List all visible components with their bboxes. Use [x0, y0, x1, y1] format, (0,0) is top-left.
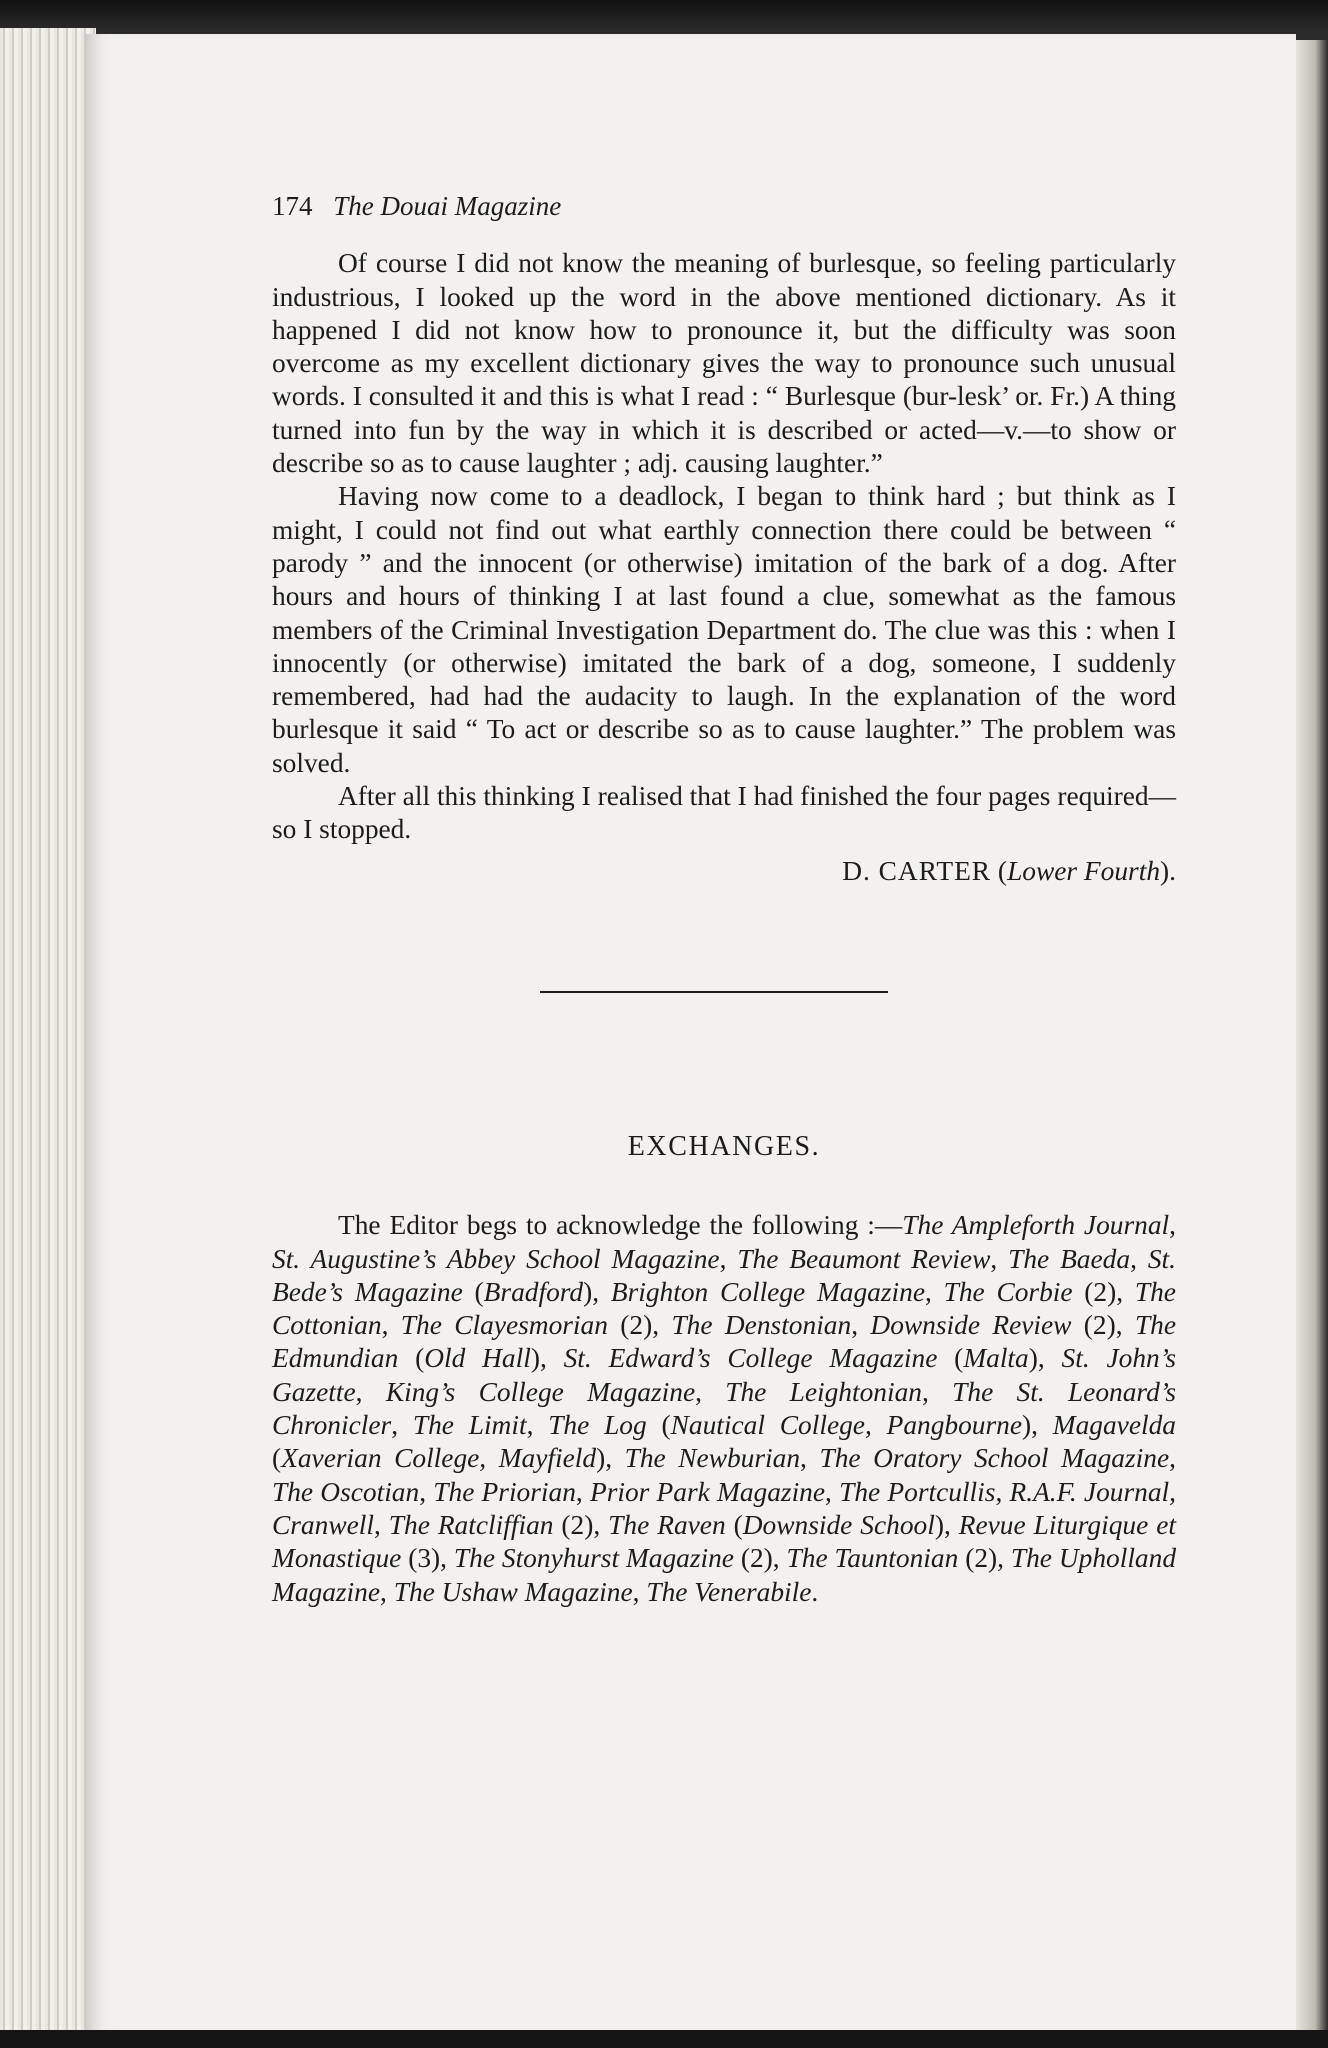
- exchanges-list: [272, 1209, 1176, 1609]
- publication-title: Old Hall: [424, 1343, 531, 1374]
- publication-title: St. Edward’s College Magazine: [563, 1343, 938, 1374]
- list-separator: (: [646, 1410, 671, 1441]
- list-separator: (2),: [733, 1543, 787, 1574]
- publication-title: The Oscotian: [272, 1476, 420, 1507]
- publication-title: The Leightonian: [725, 1376, 923, 1407]
- publication-title: Revue Liturgique et Monastique: [272, 1509, 1176, 1574]
- list-separator: ,: [373, 1509, 389, 1540]
- list-separator: .: [811, 1576, 819, 1607]
- list-separator: ),: [596, 1443, 625, 1474]
- list-separator: ,: [990, 1243, 1009, 1274]
- publication-title: The Newburian: [624, 1443, 801, 1474]
- exchange-items: [272, 1210, 1176, 1606]
- page-number: 174: [272, 191, 313, 221]
- publication-title: Malta: [963, 1343, 1029, 1374]
- list-separator: ,: [355, 1376, 386, 1407]
- list-separator: (2),: [553, 1509, 609, 1540]
- list-separator: ,: [632, 1576, 647, 1607]
- list-separator: (: [272, 1443, 282, 1474]
- paragraph: Of course I did not know the meaning of burlesque, so feeling particularly industrious, I looked up the word in the above mentioned dictionary. As it happened I did not know how to pronounce it, but the difficulty was soon overcome as my excellent dictionary gives the way to pronounce such unusual words. I consulted it and this is what I read : “ Burlesque (bur-lesk’ or. Fr.) A thing turned into fun by the way in which it is described or acted—v.—to show or describe so as to cause laughter ; adj. causing laughter.”: [272, 248, 1176, 479]
- list-separator: ,: [924, 1276, 944, 1307]
- list-separator: ),: [530, 1343, 564, 1374]
- publication-title: Xaverian College, Mayfield: [281, 1443, 597, 1474]
- paragraph: Having now come to a deadlock, I began to think hard ; but think as I might, I could not find out what earthly connection there could be between “ parody ” and the innocent (or otherwise) imitation of the bark of a dog. After hours and hours of thinking I at last found a clue, somewhat as the famous members of the Criminal Investigation Department do. The clue was this : when I innocently (or otherwise) imitated the bark of a dog, someone, I suddenly remembered, had had the audacity to laugh. In the explanation of the word burlesque it said “ To act or describe so as to cause laughter.” The problem was solved.: [272, 481, 1176, 778]
- section-heading: EXCHANGES.: [627, 1130, 821, 1162]
- binding-edge: [1296, 40, 1328, 2030]
- list-separator: ),: [934, 1509, 959, 1540]
- publication-title: The Portcullis: [839, 1476, 996, 1507]
- running-head: [272, 190, 1176, 223]
- publication-title: The Tauntonian: [786, 1543, 959, 1574]
- publication-title: King’s College Magazine: [385, 1376, 696, 1407]
- publication-title: Brighton College Magazine: [610, 1276, 925, 1307]
- publication-title: St. Augustine’s Abbey School Magazine: [272, 1243, 720, 1274]
- list-separator: ,: [1169, 1210, 1176, 1241]
- list-separator: ),: [1022, 1410, 1053, 1441]
- list-separator: ,: [526, 1410, 549, 1441]
- list-separator: ,: [1169, 1443, 1176, 1474]
- list-separator: (2),: [607, 1310, 672, 1341]
- publication-title: The Raven: [608, 1509, 726, 1540]
- publication-title: The Priorian: [433, 1476, 576, 1507]
- publication-title: The Beaumont Review: [737, 1243, 991, 1274]
- list-separator: (: [462, 1276, 484, 1307]
- publication-title: Downside School: [742, 1509, 935, 1540]
- publication-title: Bradford: [483, 1276, 584, 1307]
- list-separator: ,: [381, 1310, 401, 1341]
- publication-title: The Ratcliffian: [388, 1509, 554, 1540]
- list-separator: ,: [1130, 1243, 1148, 1274]
- publication-title: The Stonyhurst Magazine: [453, 1543, 734, 1574]
- list-separator: (2),: [1072, 1276, 1135, 1307]
- author-name: D. CARTER: [842, 855, 992, 886]
- publication-title: The Log: [548, 1410, 647, 1441]
- publication-title: The St. Leonard’s Chronicler: [272, 1376, 1177, 1441]
- page-edges: [0, 28, 96, 2033]
- list-separator: ,: [380, 1576, 394, 1607]
- list-separator: ,: [922, 1376, 953, 1407]
- page-content: [272, 190, 1176, 1609]
- publication-title: The Limit: [412, 1410, 527, 1441]
- publication-title: The Ampleforth Journal: [902, 1210, 1170, 1241]
- publication-title: The Clayesmorian: [400, 1310, 608, 1341]
- list-separator: (2),: [958, 1543, 1011, 1574]
- list-separator: (: [937, 1343, 964, 1374]
- publication-title: Nautical College, Pangbourne: [670, 1410, 1022, 1441]
- publication-title: The Venerabile: [646, 1576, 812, 1607]
- publication-title: Magavelda: [1052, 1410, 1176, 1441]
- book-bottom-edge: [0, 2030, 1328, 2048]
- list-separator: ),: [583, 1276, 611, 1307]
- list-separator: ,: [391, 1410, 413, 1441]
- list-separator: ,: [825, 1476, 840, 1507]
- paragraph: After all this thinking I realised that I had finished the four pages required—so I stopped.: [272, 781, 1176, 845]
- publication-title: St. John’s Gazette: [272, 1343, 1176, 1407]
- publication-title: The Oratory School Magazine: [819, 1443, 1170, 1474]
- journal-title: The Douai Magazine: [333, 191, 562, 221]
- list-separator: ,: [995, 1476, 1010, 1507]
- list-separator: (2),: [1071, 1310, 1135, 1341]
- section-divider: [540, 991, 888, 993]
- list-separator: ,: [719, 1243, 738, 1274]
- publication-title: The Cottonian: [272, 1276, 1176, 1341]
- list-separator: ,: [800, 1443, 820, 1474]
- list-separator: ,: [419, 1476, 434, 1507]
- publication-title: R.A.F. Journal, Cranwell: [272, 1476, 1176, 1540]
- publication-title: The Upholland Magazine: [272, 1543, 1177, 1607]
- list-separator: (: [398, 1343, 425, 1374]
- list-separator: ,: [575, 1476, 590, 1507]
- list-separator: (: [725, 1509, 743, 1540]
- publication-title: Downside Review: [870, 1310, 1072, 1341]
- author-form: Lower Fourth: [1007, 855, 1161, 886]
- list-separator: ,: [695, 1376, 726, 1407]
- list-separator: ,: [851, 1310, 871, 1341]
- publication-title: The Baeda: [1008, 1243, 1131, 1274]
- publication-title: The Corbie: [943, 1276, 1073, 1307]
- publication-title: The Denstonian: [671, 1310, 852, 1341]
- publication-title: St. Bede’s Magazine: [272, 1243, 1176, 1307]
- publication-title: The Edmundian: [272, 1310, 1177, 1374]
- list-separator: ),: [1028, 1343, 1062, 1374]
- publication-title: Prior Park Magazine: [589, 1476, 826, 1507]
- publication-title: The Ushaw Magazine: [393, 1576, 633, 1607]
- author-signature: D. CARTER (Lower Fourth).: [842, 855, 1176, 886]
- list-separator: (3),: [401, 1543, 454, 1574]
- exchanges-intro: The Editor begs to acknowledge the following :—: [338, 1210, 903, 1241]
